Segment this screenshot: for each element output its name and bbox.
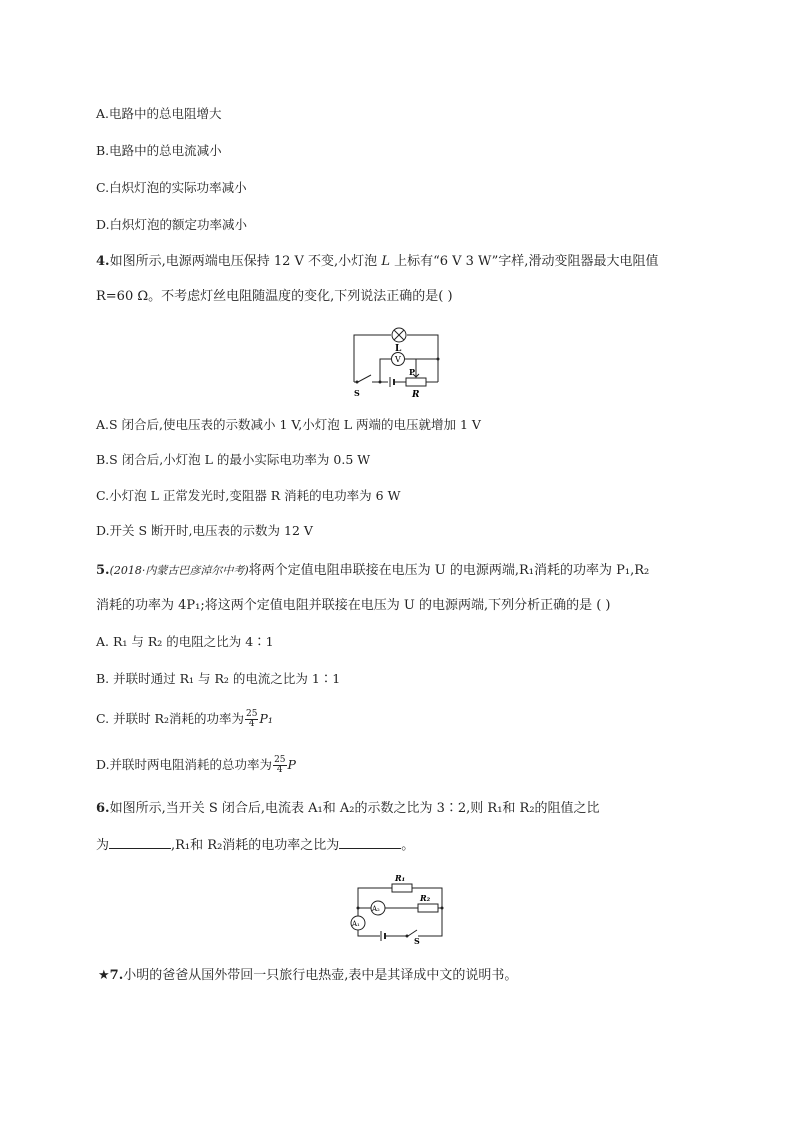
answer-blank-2[interactable]	[339, 836, 401, 849]
q6-label-R2: R₂	[420, 893, 431, 903]
q4-option-b: B.S 闭合后,小灯泡 L 的最小实际电功率为 0.5 W	[96, 452, 371, 467]
q4-option-c: C.小灯泡 L 正常发光时,变阻器 R 消耗的电功率为 6 W	[96, 488, 401, 503]
q6-label-A1: A₁	[352, 920, 360, 928]
q5-source: (2018·内蒙古巴彦淖尔中考)	[109, 564, 249, 577]
fraction: $\frac{25}{4}$	[274, 755, 286, 775]
q3-option-d: D.白炽灯泡的额定功率减小	[96, 217, 248, 232]
q6-label-R1: R₁	[395, 873, 406, 883]
q6-number: 6.	[96, 801, 110, 816]
q4-number: 4.	[96, 254, 110, 269]
q3-option-b: B.电路中的总电流减小	[96, 143, 222, 158]
q4-label-V: V	[395, 355, 401, 364]
q5-option-d: D.并联时两电阻消耗的总功率为 $\frac{25}{4}$ P	[96, 755, 296, 775]
q7-stem: ★7.小明的爸爸从国外带回一只旅行电热壶,表中是其译成中文的说明书。	[98, 968, 518, 983]
q5-option-b: B. 并联时通过 R₁ 与 R₂ 的电流之比为 1∶1	[96, 671, 341, 686]
q7-number: 7.	[109, 968, 124, 983]
q6-stem-line2: 为 ,R₁和 R₂消耗的电功率之比为 。	[96, 838, 415, 853]
q3-option-a: A.电路中的总电阻增大	[96, 106, 222, 121]
q3-option-c: C.白炽灯泡的实际功率减小	[96, 180, 247, 195]
answer-blank-1[interactable]	[109, 836, 171, 849]
q6-label-S: S	[414, 936, 420, 944]
q4-label-L: L	[395, 344, 402, 354]
q4-option-a: A.S 闭合后,使电压表的示数减小 1 V,小灯泡 L 两端的电压就增加 1 V	[96, 417, 481, 432]
q6-stem-line1: 6.如图所示,当开关 S 闭合后,电流表 A₁和 A₂的示数之比为 3∶2,则 R₁和 R₂的阻值之比	[96, 801, 600, 816]
q5-option-c: C. 并联时 R₂消耗的功率为 $\frac{25}{4}$ P₁	[96, 709, 273, 729]
q4-stem-line2: R=60 Ω。不考虑灯丝电阻随温度的变化,下列说法正确的是( )	[96, 289, 453, 304]
q6-label-A2: A₂	[372, 905, 380, 913]
q4-label-P: P	[409, 367, 416, 377]
q4-stem-line1: 4.如图所示,电源两端电压保持 12 V 不变,小灯泡 L 上标有“6 V 3 W”字样,滑动变阻器最大电阻值	[96, 254, 659, 269]
q4-circuit-diagram	[350, 325, 446, 401]
q4-label-S: S	[354, 388, 360, 398]
q4-option-d: D.开关 S 断开时,电压表的示数为 12 V	[96, 523, 313, 538]
q5-number: 5.	[96, 563, 110, 578]
q5-stem-line2: 消耗的功率为 4P₁;将这两个定值电阻并联接在电压为 U 的电源两端,下列分析正确的是 ( )	[96, 598, 611, 613]
q5-stem-line1: 5.(2018·内蒙古巴彦淖尔中考)将两个定值电阻串联接在电压为 U 的电源两端,R₁消耗的功率为 P₁,R₂	[96, 563, 650, 578]
fraction: $\frac{25}{4}$	[245, 709, 258, 729]
q6-circuit-diagram	[344, 870, 448, 944]
q5-option-a: A. R₁ 与 R₂ 的电阻之比为 4∶1	[96, 634, 274, 649]
star-icon: ★	[98, 968, 110, 983]
q4-label-R: R	[412, 390, 420, 400]
